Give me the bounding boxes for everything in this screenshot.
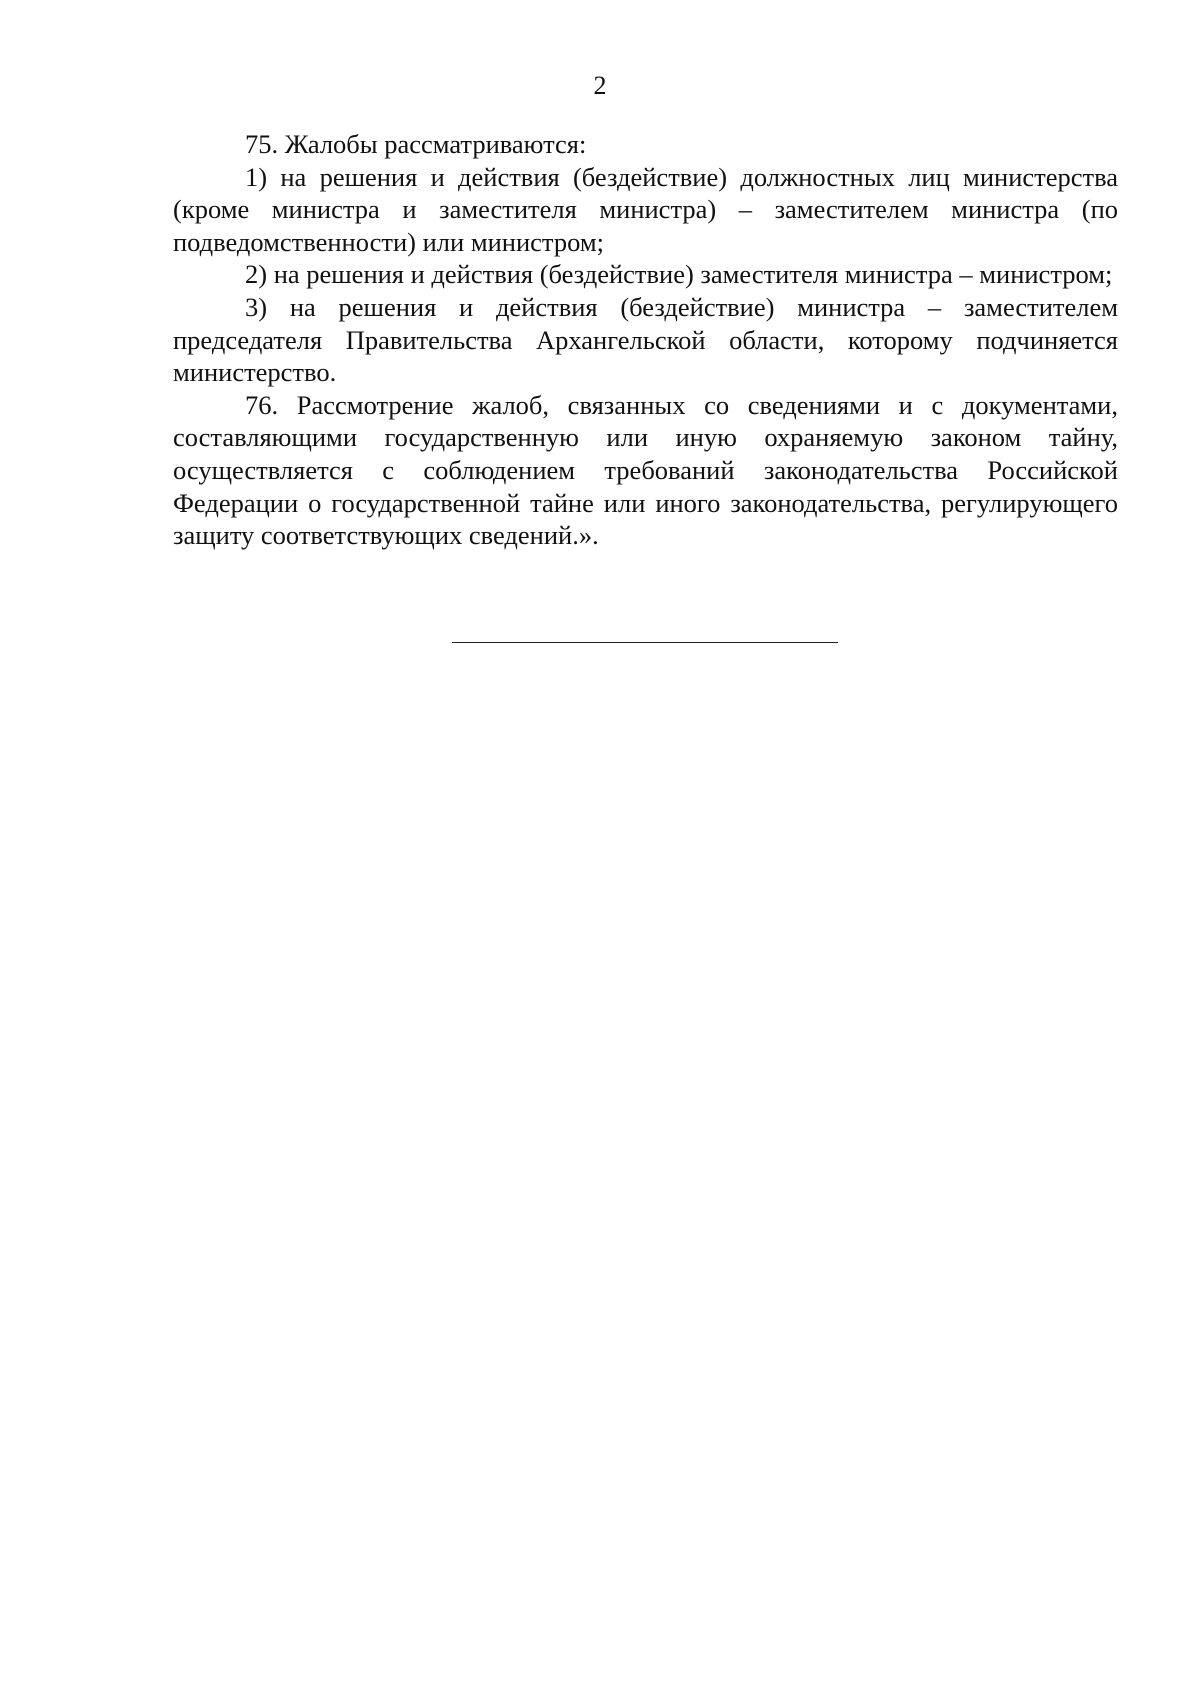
document-body [173, 128, 1118, 552]
paragraph-75-item-2: 2) на решения и действия (бездействие) заместителя министра – министром; [245, 259, 1113, 290]
paragraph-76: 76. Рассмотрение жалоб, связанных со сведениями и с документами, составляющими государственную или иную охраняемую законом тайну, осуществляется с соблюдением требований законодательства Российской Федерации о государственной тайне или иного законодательства, регулирующего защиту соответствующих сведений.». [173, 389, 1118, 551]
paragraph-75-item-3: 3) на решения и действия (бездействие) министра – заместителем председателя Правительства Архангельской области, которому подчиняется министерство. [173, 291, 1118, 388]
paragraph-75-item-1: 1) на решения и действия (бездействие) должностных лиц министерства (кроме министра и заместителя министра) – заместителем министра (по подведомственности) или министром; [173, 161, 1118, 257]
page-number: 2 [593, 71, 607, 100]
end-divider-line [452, 642, 838, 643]
paragraph-75-heading: 75. Жалобы рассматриваются: [245, 129, 587, 159]
